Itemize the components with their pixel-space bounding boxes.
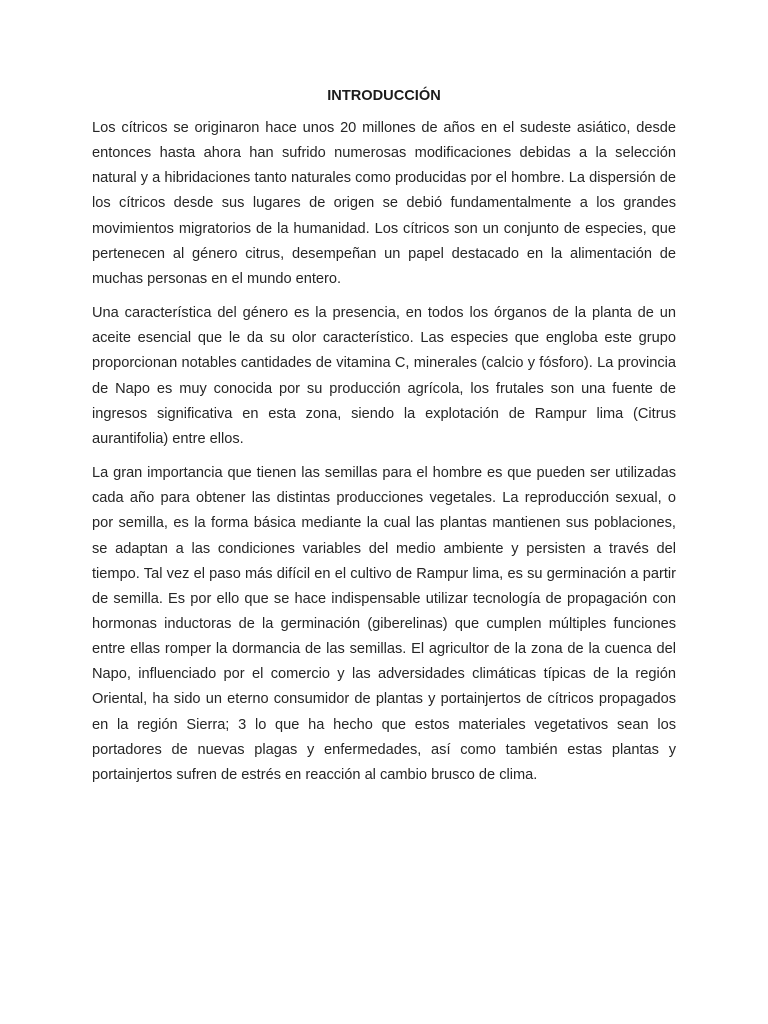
page-title: INTRODUCCIÓN [327, 88, 441, 104]
paragraph-1: Los cítricos se originaron hace unos 20 millones de años en el sudeste asiático, desde entonces hasta ahora han sufrido numerosas modificaciones debidas a la selección natural y a hibridaciones tanto naturales como producidas por el hombre. La dispersión de los cítricos desde sus lugares de origen se debió fundamentalmente a los grandes movimientos migratorios de la humanidad. Los cítricos son un conjunto de especies, que pertenecen al género citrus, desempeñan un papel destacado en la alimentación de muchas personas en el mundo entero. [92, 120, 676, 287]
paragraph-2: Una característica del género es la presencia, en todos los órganos de la planta de un aceite esencial que le da su olor característico. Las especies que engloba este grupo proporcionan notables cantidades de vitamina C, minerales (calcio y fósforo). La provincia de Napo es muy conocida por su producción agrícola, los frutales son una fuente de ingresos significativa en esta zona, siendo la explotación de Rampur lima (Citrus aurantifolia) entre ellos. [92, 305, 676, 447]
paragraph-3: La gran importancia que tienen las semillas para el hombre es que pueden ser utilizadas cada año para obtener las distintas producciones vegetales. La reproducción sexual, o por semilla, es la forma básica mediante la cual las plantas mantienen sus poblaciones, se adaptan a las condiciones variables del medio ambiente y persisten a través del tiempo. Tal vez el paso más difícil en el cultivo de Rampur lima, es su germinación a partir de semilla. Es por ello que se hace indispensable utilizar tecnología de propagación con hormonas inductoras de la germinación (giberelinas) que cumplen múltiples funciones entre ellas romper la dormancia de las semillas. El agricultor de la zona de la cuenca del Napo, influenciado por el comercio y las adversidades climáticas típicas de la región Oriental, ha sido un eterno consumidor de plantas y portainjertos de cítricos propagados en la región Sierra; 3 lo que ha hecho que estos materiales vegetativos sean los portadores de nuevas plagas y enfermedades, así como también estas plantas y portainjertos sufren de estrés en reacción al cambio brusco de clima. [92, 465, 676, 783]
